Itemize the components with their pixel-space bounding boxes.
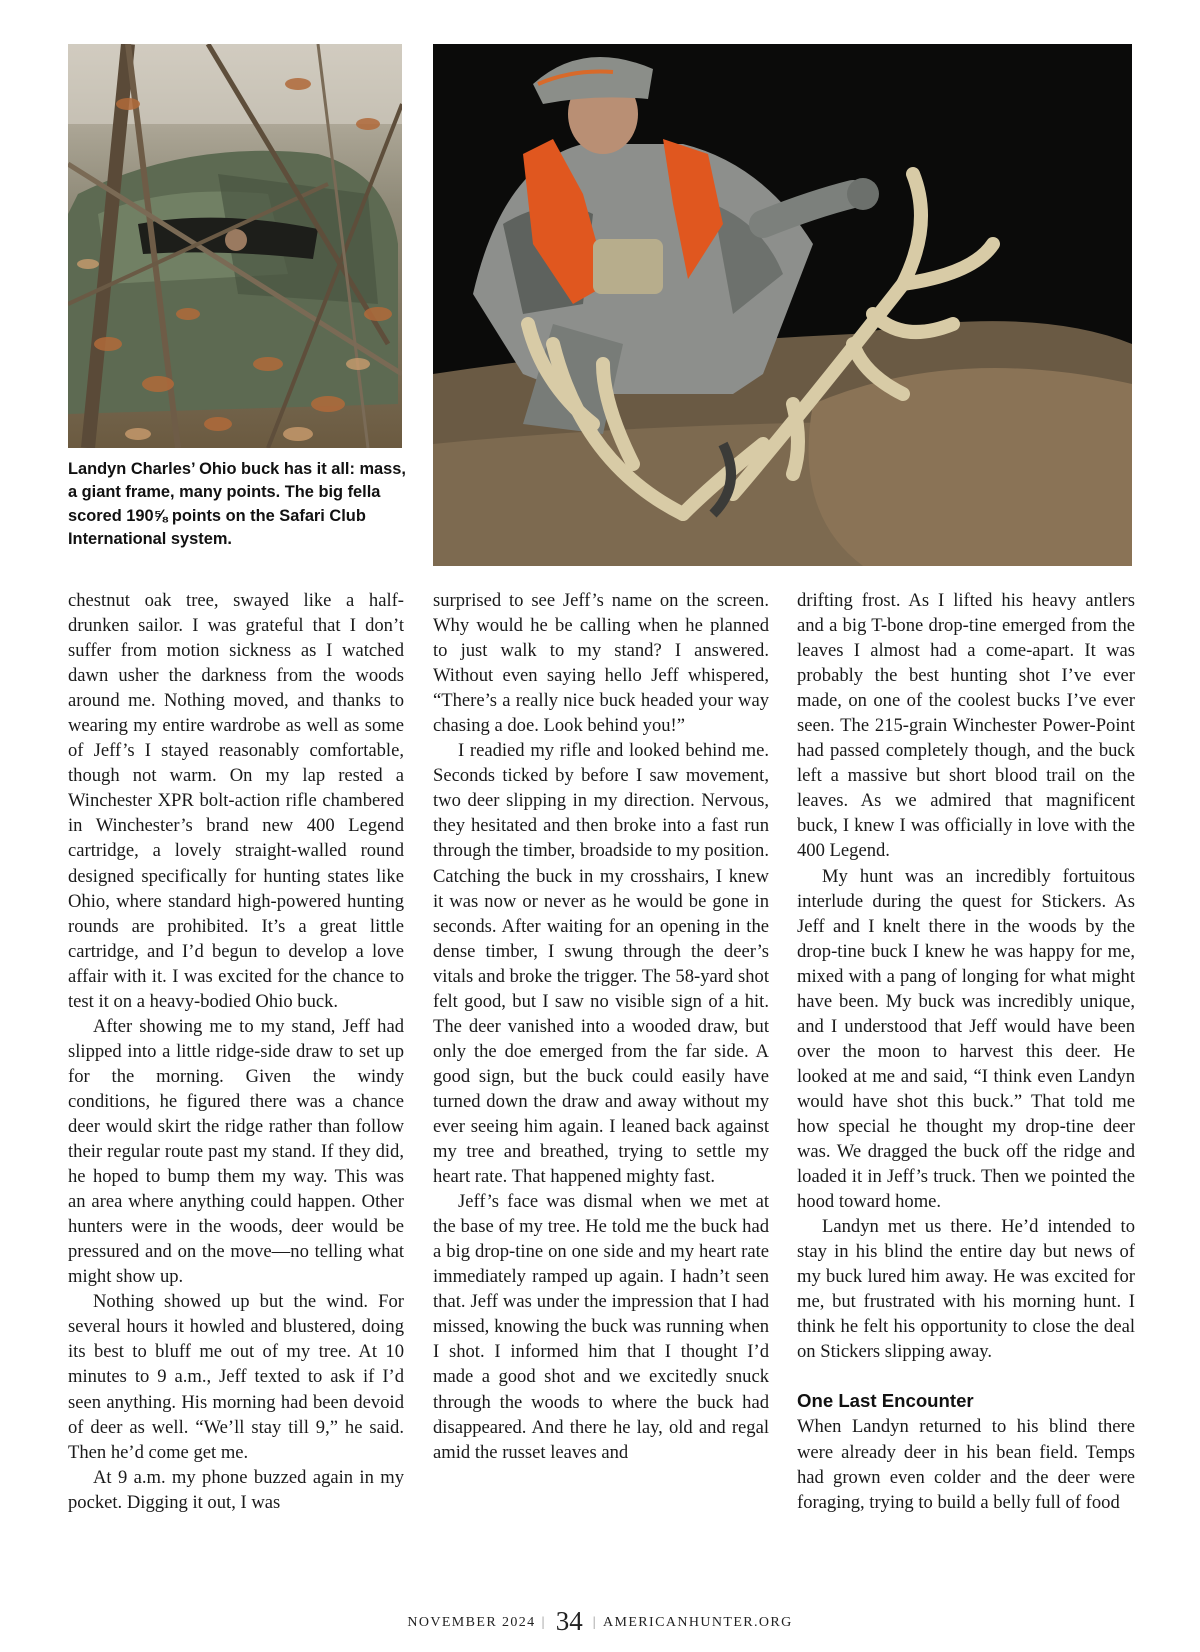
paragraph: I readied my rifle and looked behind me. Seconds ticked by before I saw movement, two deer slipping in my direction. Nervous, they hesitated and then broke into a fast run through the timber, broadside to my position. Catching the buck in my crosshairs, I knew it was now or never as he would be gone in seconds. After waiting for an opening in the dense timber, I swung through the deer’s vitals and broke the trigger. The 58-yard shot felt good, but I saw no visible sign of a hit. The deer vanished into a wooded draw, but only the doe emerged from the far side. A good sign, but the buck could easily have turned down the draw and away without my ever seeing him again. I leaned back against my tree and breathed, trying to settle my heart rate. That happened mighty fast. — [433, 740, 769, 1188]
paragraph: drifting frost. As I lifted his heavy antlers and a big T-bone drop-tine emerged from the leaves I almost had a come-apart. It was probably the best hunting shot I’ve ever made, on one of the coolest bucks I’ve ever seen. The 215-grain Winchester Power-Point had passed completely though, and the buck left a massive but short blood trail on the leaves. As we admired that magnificent buck, I knew I was officially in love with the 400 Legend. — [797, 590, 1135, 862]
footer-website: AMERICANHUNTER.ORG — [602, 1615, 793, 1630]
paragraph: Nothing showed up but the wind. For several hours it howled and blustered, doing its best to bluff me out of my tree. At 10 minutes to 9 a.m., Jeff texted to ask if I’d seen anything. His morning had been devoid of deer as well. “We’ll stay till 9,” he said. Then he’d come get me. — [68, 1291, 404, 1463]
paragraph: After showing me to my stand, Jeff had slipped into a little ridge-side draw to set up for the morning. Given the windy conditions, he figured there was a chance deer would skirt the ridge rather than follow their regular route past my stand. If they did, he hoped to bump them my way. This was an area where anything could happen. Other hunters were in the woods, deer would be pressured and on the move—no telling what might show up. — [68, 1015, 404, 1288]
paragraph: chestnut oak tree, swayed like a half-drunken sailor. I was grateful that I don’t suffer from motion sickness as I watched dawn usher the darkness from the woods around me. Nothing moved, and thanks to wearing my entire wardrobe as well as some of Jeff’s I stayed reasonably comfortable, though not warm. On my lap rested a Winchester XPR bolt-action rifle chambered in Winchester’s brand new 400 Legend cartridge, a lovely straight-walled round designed specifically for hunting states like Ohio, where standard high-powered hunting rounds are prohibited. It’s a great little cartridge, and I’d begun to develop a love affair with it. I was excited for the chance to test it on a heavy-bodied Ohio buck. — [68, 590, 404, 1012]
article-column-1 — [68, 588, 404, 1515]
footer-divider: | — [541, 1615, 546, 1630]
paragraph: My hunt was an incredibly fortuitous interlude during the quest for Stickers. As Jeff and I knelt there in the woods by the drop-tine buck I knew he was happy for me, mixed with a pang of longing for what might have been. My buck was incredibly unique, and I understood that Jeff would have been over the moon to harvest this deer. He looked at me and said, “I think even Landyn would have shot this buck.” That told me how special he thought my drop-tine deer was. We dragged the buck off the ridge and loaded it in Jeff’s truck. Then we pointed the hood toward home. — [797, 865, 1135, 1213]
ground-blind-photo — [68, 44, 402, 448]
paragraph: When Landyn returned to his blind there were already deer in his bean field. Temps had grown even colder and the deer were foraging, trying to build a belly full of food — [797, 1416, 1135, 1513]
footer-issue-date: NOVEMBER 2024 — [407, 1615, 536, 1630]
paragraph: At 9 a.m. my phone buzzed again in my pocket. Digging it out, I was — [68, 1466, 404, 1513]
paragraph: Landyn met us there. He’d intended to stay in his blind the entire day but news of my buck lured him away. He was excited for me, but frustrated with his morning hunt. I think he felt his opportunity to close the deal on Stickers slipping away. — [797, 1216, 1135, 1363]
article-column-3 — [797, 588, 1135, 1515]
page-footer — [0, 1606, 1200, 1637]
paragraph: Jeff’s face was dismal when we met at the base of my tree. He told me the buck had a big drop-tine on one side and my heart rate immediately ramped up again. I hadn’t seen that. Jeff was under the impression that I had missed, knowing the buck was running when I shot. I informed him that I thought I’d made a good shot and we excitedly snuck through the woods to where the buck had disappeared. And there he lay, old and regal amid the russet leaves and — [433, 1191, 769, 1463]
paragraph: surprised to see Jeff’s name on the screen. Why would he be calling when he planned to just walk to my stand? I answered. Without even saying hello Jeff whispered, “There’s a really nice buck headed your way chasing a doe. Look behind you!” — [433, 590, 769, 737]
hunter-with-buck-photo — [433, 44, 1132, 566]
article-column-2 — [433, 588, 769, 1465]
photo-caption: Landyn Charles’ Ohio buck has it all: mass, a giant frame, many points. The big fella scored 190⅝ points on the Safari Club International system. — [68, 460, 406, 549]
section-heading: One Last Encounter — [797, 1390, 974, 1412]
page-number: 34 — [555, 1606, 583, 1636]
footer-divider: | — [592, 1615, 597, 1630]
